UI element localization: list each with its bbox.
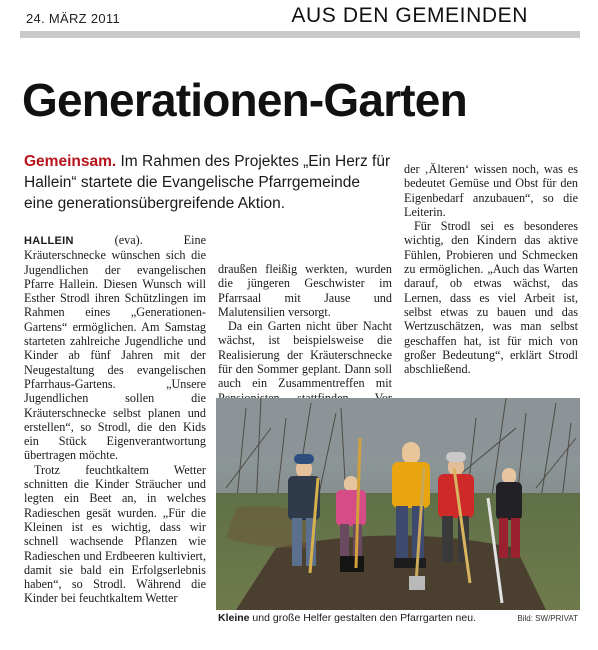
body-paragraph bbox=[24, 233, 206, 463]
caption-text: und große Helfer gestalten den Pfarrgarten neu. bbox=[249, 612, 476, 624]
child-2 bbox=[336, 476, 366, 572]
caption-bold: Kleine bbox=[218, 612, 250, 624]
body-paragraph: draußen fleißig werkten, wurden die jüngeren Geschwister im Pfarrsaal mit Jause und Malutensilien versorgt. bbox=[218, 262, 392, 319]
body-column-3 bbox=[404, 162, 578, 376]
lead-text: Im Rahmen des Projektes „Ein Herz für Hallein“ startete die Evangelische Pfarrgemeinde eine generationsübergreifende Aktion. bbox=[24, 153, 391, 212]
header-date: 24. MÄRZ 2011 bbox=[26, 11, 120, 26]
garden-photo-illustration bbox=[216, 398, 580, 610]
body-paragraph: Trotz feuchtkaltem Wetter schnitten die Kinder Sträucher und legten ein Beet an, in welches Radieschen gesät wurden. „Für die Kleinen ist es wichtig, dass wir schnell wachsende Pflanzen wie Radieschen und Erdbeeren kultiviert, damit sie bald ein Erfolgserlebnis haben“, so Strodl. Während die Kinder bei feuchtkaltem Wetter bbox=[24, 462, 206, 606]
body-column-1 bbox=[24, 233, 206, 606]
body-paragraph: Da ein Garten nicht über Nacht wächst, ist beispielsweise die Realisierung der Kräuterschnecke für den Sommer geplant. Dann soll auch ein Zusammentreffen mit bbox=[218, 319, 392, 391]
body-paragraph: Für Strodl sei es besonderes wichtig, den Kindern das aktive Fühlen, Probieren und Schmecken zu ermöglichen. „Auch das Warten darauf, ob etwas wächst, das Lernen, dass es viel Arbeit ist, selbst etwas zu bauen und das Wertzuschätzen, was man selbst geschaffen hat, ist für mich von großer Bedeutung“, erklärt Strodl abschließend. bbox=[404, 219, 578, 377]
lead-kicker: Gemeinsam. bbox=[24, 153, 117, 170]
dateline: HALLEIN bbox=[24, 235, 74, 247]
header-rule bbox=[20, 31, 580, 38]
lead-paragraph bbox=[24, 151, 392, 214]
garden-photo bbox=[216, 398, 580, 610]
body-text: (eva). Eine Kräuterschnecke wünschen sich die Jugendlichen der evangelischen Pfarre Hallein. Diesen Wunsch will Esther Strodl ihren Schützlingen im Rahmen eines „Generationen-Gartens“ ermöglichen. Am Samstag starteten zahlreiche Jugendliche und Kinder ab fünf Jahren mit der Neugestaltung des evangelischen Pfarrhaus-Gartens. „Unsere Jugendlichen sollen die Kräuterschnecke selbst planen und erstellen“, so Strodl, die den Kids ein Stück Eigenverantwortung übertragen möchte. bbox=[24, 233, 206, 463]
header-section: AUS DEN GEMEINDEN bbox=[291, 4, 528, 27]
headline: Generationen-Garten bbox=[22, 74, 467, 126]
body-column-2 bbox=[218, 262, 392, 419]
photo-credit: Bild: SW/PRIVAT bbox=[517, 614, 578, 623]
body-paragraph: der ‚Älteren‘ wissen noch, was es bedeutet Gemüse und Obst für den Eigenbedarf anzubauen“, so die Leiterin. bbox=[404, 162, 578, 219]
